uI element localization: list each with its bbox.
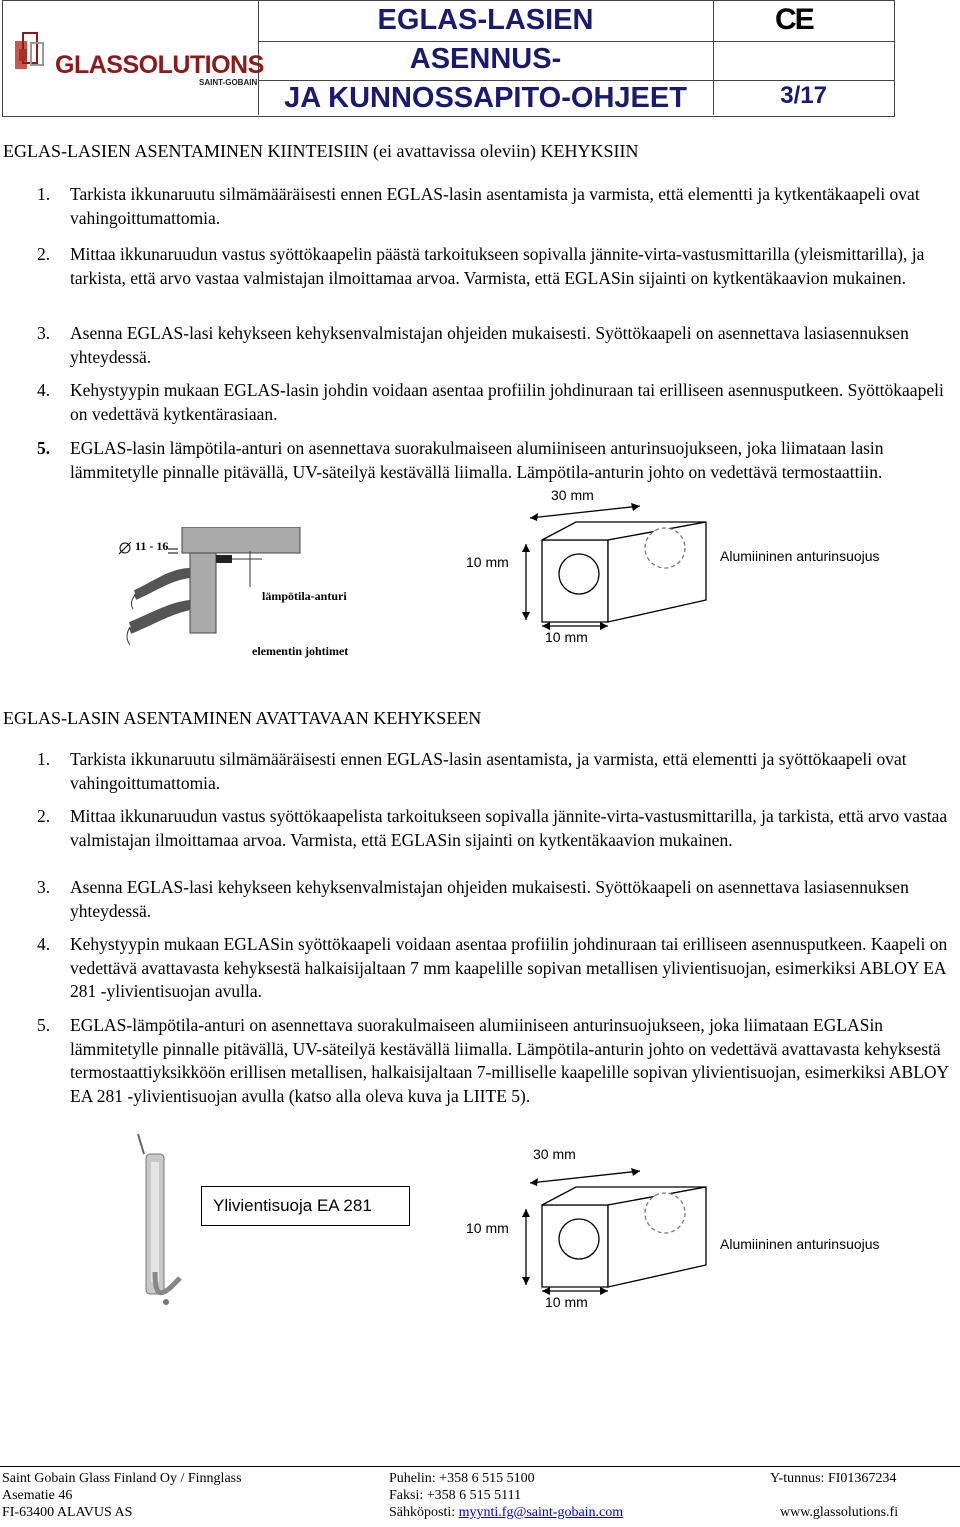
guard1-part-label: Alumiininen anturinsuojus <box>720 548 880 564</box>
section2-item-3 <box>37 876 957 923</box>
sensor-guard-diagram-2 <box>510 1165 740 1295</box>
overlead-guard-label: Ylivientisuoja EA 281 <box>201 1186 410 1226</box>
document-header <box>2 0 895 117</box>
footer-street: Asematie 46 <box>2 1488 73 1503</box>
item-number: 3. <box>37 323 51 343</box>
guard1-dim-left: 10 mm <box>466 554 509 570</box>
item-text: Mittaa ikkunaruudun vastus syöttökaapelista tarkoitukseen sopivalla jännite-virta-vastusmittarilla, ja tarkista, että arvo vastaa valmistajan ilmoittamaa arvoa. Varmista, että EGLASin sijainti on kytkentäkaavion mukainen. <box>70 806 948 850</box>
item-text: Asenna EGLAS-lasi kehykseen kehyksenvalmistajan ohjeiden mukaisesti. Syöttökaapeli on asennettava lasiasennuksen yhteydessä. <box>70 323 909 367</box>
ce-mark: CE <box>775 3 813 36</box>
page-number: 3/17 <box>780 82 827 109</box>
item-number: 4. <box>37 934 51 954</box>
section2-item-2 <box>37 805 957 852</box>
guard1-dim-bottom: 10 mm <box>545 629 588 645</box>
section1-item-1 <box>37 183 957 230</box>
section1-item-2 <box>37 243 957 290</box>
glassolutions-logo-icon <box>13 29 53 79</box>
item-text: Kehystyypin mukaan EGLAS-lasin johdin voidaan asentaa profiilin johdinuraan tai erilliseen asennusputkeen. Syöttökaapeli on vedettävä kytkentärasiaan. <box>70 380 944 424</box>
wires-label: elementin johtimet <box>252 644 349 658</box>
section1-item-5 <box>37 437 957 484</box>
item-number: 2. <box>37 806 51 826</box>
item-text: Mittaa ikkunaruudun vastus syöttökaapelin päästä tarkoitukseen sopivalla jännite-virta-vastusmittarilla (yleismittarilla), ja tarkista, että arvo vastaa valmistajan ilmoittamaa arvoa. Varmista, että EGLASin sijainti on kytkentäkaavion mukainen. <box>70 244 925 288</box>
section2-item-5 <box>37 1014 957 1108</box>
section2-item-4 <box>37 933 957 1004</box>
footer-email-row <box>389 1504 623 1521</box>
footer-phone: Puhelin: +358 6 515 5100 <box>389 1471 535 1486</box>
header-title-line1: EGLAS-LASIEN <box>377 4 594 36</box>
footer-postal: FI-63400 ALAVUS AS <box>2 1505 133 1520</box>
item-number: 2. <box>37 244 51 264</box>
overlead-guard-image <box>130 1132 190 1312</box>
logo-subtext: SAINT-GOBAIN <box>199 78 258 87</box>
item-text: Kehystyypin mukaan EGLASin syöttökaapeli voidaan asentaa profiilin johdinuraan tai erilliseen asennusputkeen. Kaapeli on vedettävä avattavasta kehyksestä halkaisijaltaan 7 mm kaapelille sopivan metallisen ylivientisuojan, esimerkiksi ABLOY EA 281 -ylivientisuojan avulla. <box>70 934 948 1002</box>
footer-email-label: Sähköposti: <box>389 1505 456 1520</box>
guard2-dim-bottom: 10 mm <box>545 1294 588 1310</box>
item-text: Tarkista ikkunaruutu silmämääräisesti ennen EGLAS-lasin asentamista ja varmista, että elementti ja kytkentäkaapeli ovat vahingoittumattomia. <box>70 184 920 228</box>
logo-text: GLASSOLUTIONS <box>55 51 264 79</box>
item-number: 5. <box>37 438 51 458</box>
guard2-part-label: Alumiininen anturinsuojus <box>720 1236 880 1252</box>
footer-email-link[interactable]: myynti.fg@saint-gobain.com <box>458 1505 624 1520</box>
section2-title: EGLAS-LASIN ASENTAMINEN AVATTAVAAN KEHYKSEEN <box>3 708 482 728</box>
footer-website[interactable]: www.glassolutions.fi <box>780 1505 899 1520</box>
item-text: EGLAS-lasin lämpötila-anturi on asennettava suorakulmaiseen alumiiniseen anturinsuojukseen, joka liimataan lasin lämmitetylle pinnalle pitävällä, UV-säteilyä kestävällä liimalla. Lämpötila-anturin johto on vedettävä termostaattiin. <box>70 438 884 482</box>
item-number: 4. <box>37 380 51 400</box>
sensor-label: lämpötila-anturi <box>262 589 347 603</box>
section1-item-3 <box>37 322 957 369</box>
item-text: EGLAS-lämpötila-anturi on asennettava suorakulmaiseen alumiiniseen anturinsuojukseen, joka liimataan EGLASin lämmitetylle pinnalle pitävällä, UV-säteilyä kestävällä liimalla. Lämpötila-anturin johto on vedettävä avattavasta kehyksestä termostaattiyksikköön erillisen metallisen, halkaisijaltaan 7-milliselle kaapelille sopivan ylivientisuojan, esimerkiksi ABLOY EA 281 -ylivientisuojan avulla (katso alla oleva kuva ja LIITE 5). <box>70 1015 949 1106</box>
header-title-line3: JA KUNNOSSAPITO-OHJEET <box>284 82 687 114</box>
diameter-icon <box>118 541 132 555</box>
item-number: 5. <box>37 1015 51 1035</box>
footer-fax: Faksi: +358 6 515 5111 <box>389 1488 522 1503</box>
section2-item-1 <box>37 748 957 795</box>
diameter-label: 11 - 16 <box>135 539 169 553</box>
guard2-dim-top: 30 mm <box>533 1146 576 1162</box>
sensor-guard-diagram-1 <box>510 500 740 630</box>
item-text: Tarkista ikkunaruutu silmämääräisesti ennen EGLAS-lasin asentamista, ja varmista, että elementti ja syöttökaapeli ovat vahingoittumattomia. <box>70 749 907 793</box>
logo-cell <box>3 1 264 115</box>
header-title-line2: ASENNUS- <box>409 43 562 75</box>
section1-title: EGLAS-LASIEN ASENTAMINEN KIINTEISIIN (ei avattavissa oleviin) KEHYKSIIN <box>3 141 639 161</box>
item-text: Asenna EGLAS-lasi kehykseen kehyksenvalmistajan ohjeiden mukaisesti. Syöttökaapeli on asennettava lasiasennuksen yhteydessä. <box>70 877 909 921</box>
footer-divider <box>0 1466 960 1467</box>
item-number: 1. <box>37 749 51 769</box>
footer-company: Saint Gobain Glass Finland Oy / Finnglass <box>2 1471 242 1486</box>
guard1-dim-top: 30 mm <box>551 487 594 503</box>
item-number: 1. <box>37 184 51 204</box>
footer-ytunnus: Y-tunnus: FI01367234 <box>770 1471 897 1486</box>
item-number: 3. <box>37 877 51 897</box>
guard2-dim-left: 10 mm <box>466 1220 509 1236</box>
section1-item-4 <box>37 379 957 426</box>
